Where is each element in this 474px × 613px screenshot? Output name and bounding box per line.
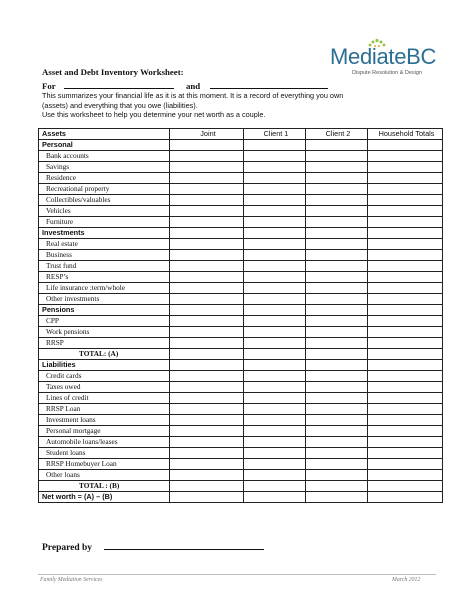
household-total-cell[interactable] <box>368 338 443 349</box>
client-1-cell[interactable] <box>244 217 306 228</box>
table-row <box>39 415 443 426</box>
client-1-cell[interactable] <box>244 426 306 437</box>
client-2-cell[interactable] <box>306 349 368 360</box>
joint-cell[interactable] <box>170 382 244 393</box>
client-1-cell[interactable] <box>244 283 306 294</box>
joint-cell[interactable] <box>170 415 244 426</box>
household-total-cell[interactable] <box>368 261 443 272</box>
client-2-cell[interactable] <box>306 162 368 173</box>
client-1-cell[interactable] <box>244 195 306 206</box>
net-worth-label: Net worth = (A) – (B) <box>39 492 170 503</box>
intro-line-3: Use this worksheet to help you determine your net worth as a couple. <box>42 110 266 119</box>
worksheet-title: Asset and Debt Inventory Worksheet: <box>42 67 184 77</box>
row-label: RRSP <box>39 338 170 349</box>
table-row <box>39 404 443 415</box>
logo-name: MediateBC <box>330 44 437 69</box>
joint-cell[interactable] <box>170 459 244 470</box>
client-1-cell[interactable] <box>244 371 306 382</box>
client-2-cell[interactable] <box>306 184 368 195</box>
household-total-cell[interactable] <box>368 349 443 360</box>
table-row <box>39 371 443 382</box>
row-label: Recreational property <box>39 184 170 195</box>
intro-line-1: This summarizes your financial life as it is at this moment. It is a record of everything you own <box>42 91 344 100</box>
client-1-cell[interactable] <box>244 437 306 448</box>
client-2-cell <box>306 228 368 239</box>
for-label: For <box>42 81 56 91</box>
intro-text <box>42 91 442 120</box>
row-label: Life insurance :term/whole <box>39 283 170 294</box>
and-label: and <box>185 81 201 91</box>
row-label: Bank accounts <box>39 151 170 162</box>
client-2-cell <box>306 360 368 371</box>
row-label: Student loans <box>39 448 170 459</box>
table-row <box>39 305 443 316</box>
joint-cell[interactable] <box>170 206 244 217</box>
joint-cell[interactable] <box>170 294 244 305</box>
client-1-cell[interactable] <box>244 162 306 173</box>
mediatebc-logo <box>330 38 450 76</box>
household-total-cell[interactable] <box>368 173 443 184</box>
household-total-cell[interactable] <box>368 162 443 173</box>
table-body <box>39 140 443 503</box>
table-row <box>39 459 443 470</box>
joint-cell[interactable] <box>170 437 244 448</box>
client-2-cell[interactable] <box>306 448 368 459</box>
client-1-cell[interactable] <box>244 382 306 393</box>
col-header-household-totals: Household Totals <box>368 129 443 140</box>
table-row <box>39 448 443 459</box>
household-total-cell <box>368 228 443 239</box>
table-row <box>39 426 443 437</box>
client-2-cell[interactable] <box>306 283 368 294</box>
household-total-cell[interactable] <box>368 393 443 404</box>
client-2-cell[interactable] <box>306 426 368 437</box>
joint-cell <box>170 305 244 316</box>
name-field-2[interactable] <box>210 80 328 89</box>
table-row <box>39 206 443 217</box>
client-1-cell[interactable] <box>244 415 306 426</box>
table-header-row <box>39 129 443 140</box>
joint-cell[interactable] <box>170 316 244 327</box>
joint-cell[interactable] <box>170 162 244 173</box>
client-2-cell[interactable] <box>306 404 368 415</box>
row-label: Collectibles/valuables <box>39 195 170 206</box>
client-1-cell[interactable] <box>244 404 306 415</box>
client-1-cell[interactable] <box>244 316 306 327</box>
household-total-cell[interactable] <box>368 448 443 459</box>
client-2-cell[interactable] <box>306 250 368 261</box>
client-1-cell[interactable] <box>244 327 306 338</box>
table-row <box>39 316 443 327</box>
client-2-cell[interactable] <box>306 261 368 272</box>
prepared-by-field[interactable] <box>104 541 264 550</box>
client-2-cell[interactable] <box>306 316 368 327</box>
table-row <box>39 294 443 305</box>
table-row <box>39 437 443 448</box>
row-label: Savings <box>39 162 170 173</box>
client-1-cell[interactable] <box>244 393 306 404</box>
household-total-cell[interactable] <box>368 437 443 448</box>
row-label: Personal mortgage <box>39 426 170 437</box>
section-heading: Personal <box>39 140 170 151</box>
household-total-cell <box>368 305 443 316</box>
household-total-cell[interactable] <box>368 294 443 305</box>
logo-tagline: Dispute Resolution & Design <box>352 70 423 76</box>
household-total-cell[interactable] <box>368 239 443 250</box>
row-label: Other investments <box>39 294 170 305</box>
client-1-cell[interactable] <box>244 481 306 492</box>
intro-line-2: (assets) and everything that you owe (liabilities). <box>42 100 198 110</box>
footer-date: March 2012 <box>392 577 421 583</box>
joint-cell[interactable] <box>170 173 244 184</box>
client-2-cell[interactable] <box>306 415 368 426</box>
row-label: Business <box>39 250 170 261</box>
table-row <box>39 283 443 294</box>
table-row <box>39 492 443 503</box>
client-2-cell[interactable] <box>306 327 368 338</box>
table-row <box>39 338 443 349</box>
household-total-cell[interactable] <box>368 470 443 481</box>
row-label: CPP <box>39 316 170 327</box>
household-total-cell <box>368 140 443 151</box>
col-header-client-2: Client 2 <box>306 129 368 140</box>
client-2-cell <box>306 140 368 151</box>
client-1-cell[interactable] <box>244 448 306 459</box>
client-1-cell[interactable] <box>244 184 306 195</box>
row-label: Real estate <box>39 239 170 250</box>
household-total-cell[interactable] <box>368 481 443 492</box>
table-row <box>39 393 443 404</box>
household-total-cell[interactable] <box>368 316 443 327</box>
household-total-cell[interactable] <box>368 327 443 338</box>
joint-cell[interactable] <box>170 470 244 481</box>
client-2-cell[interactable] <box>306 272 368 283</box>
joint-cell[interactable] <box>170 393 244 404</box>
row-label: Vehicles <box>39 206 170 217</box>
joint-cell[interactable] <box>170 151 244 162</box>
client-2-cell[interactable] <box>306 151 368 162</box>
joint-cell[interactable] <box>170 448 244 459</box>
client-1-cell <box>244 360 306 371</box>
household-total-cell[interactable] <box>368 250 443 261</box>
client-1-cell[interactable] <box>244 250 306 261</box>
household-total-cell[interactable] <box>368 426 443 437</box>
client-1-cell[interactable] <box>244 173 306 184</box>
table-row <box>39 250 443 261</box>
joint-cell[interactable] <box>170 195 244 206</box>
household-total-cell[interactable] <box>368 272 443 283</box>
client-1-cell[interactable] <box>244 239 306 250</box>
joint-cell <box>170 140 244 151</box>
household-total-cell[interactable] <box>368 283 443 294</box>
row-label: Investment loans <box>39 415 170 426</box>
row-label: Other loans <box>39 470 170 481</box>
household-total-cell[interactable] <box>368 382 443 393</box>
joint-cell[interactable] <box>170 217 244 228</box>
client-1-cell[interactable] <box>244 206 306 217</box>
client-2-cell[interactable] <box>306 294 368 305</box>
col-header-joint: Joint <box>170 129 244 140</box>
client-2-cell[interactable] <box>306 382 368 393</box>
joint-cell[interactable] <box>170 349 244 360</box>
table-row <box>39 349 443 360</box>
household-total-cell[interactable] <box>368 415 443 426</box>
name-field-1[interactable] <box>64 80 174 89</box>
client-2-cell[interactable] <box>306 470 368 481</box>
client-1-cell[interactable] <box>244 349 306 360</box>
client-1-cell[interactable] <box>244 151 306 162</box>
household-total-cell[interactable] <box>368 217 443 228</box>
joint-cell[interactable] <box>170 283 244 294</box>
household-total-cell[interactable] <box>368 206 443 217</box>
row-label: Work pensions <box>39 327 170 338</box>
worksheet-table <box>38 128 443 503</box>
table-row <box>39 481 443 492</box>
section-heading: Investments <box>39 228 170 239</box>
for-line <box>42 80 328 91</box>
client-1-cell <box>244 305 306 316</box>
table-row <box>39 151 443 162</box>
household-total-cell[interactable] <box>368 459 443 470</box>
table-row <box>39 470 443 481</box>
table-row <box>39 140 443 151</box>
table-row <box>39 217 443 228</box>
household-total-cell[interactable] <box>368 184 443 195</box>
joint-cell <box>170 228 244 239</box>
prepared-by-line <box>42 541 264 553</box>
section-heading: Pensions <box>39 305 170 316</box>
total-label: TOTAL: (A) <box>39 349 170 360</box>
household-total-cell[interactable] <box>368 371 443 382</box>
household-total-cell[interactable] <box>368 151 443 162</box>
client-2-cell[interactable] <box>306 206 368 217</box>
household-total-cell[interactable] <box>368 195 443 206</box>
client-2-cell[interactable] <box>306 481 368 492</box>
table-row <box>39 195 443 206</box>
client-2-cell[interactable] <box>306 239 368 250</box>
household-total-cell <box>368 360 443 371</box>
joint-cell[interactable] <box>170 492 244 503</box>
joint-cell[interactable] <box>170 327 244 338</box>
client-1-cell[interactable] <box>244 470 306 481</box>
client-1-cell <box>244 228 306 239</box>
joint-cell[interactable] <box>170 250 244 261</box>
section-heading: Liabilities <box>39 360 170 371</box>
joint-cell[interactable] <box>170 184 244 195</box>
prepared-by-label: Prepared by <box>42 543 93 553</box>
total-label: TOTAL : (B) <box>39 481 170 492</box>
client-2-cell[interactable] <box>306 195 368 206</box>
table-row <box>39 228 443 239</box>
row-label: RRSP Loan <box>39 404 170 415</box>
table-row <box>39 239 443 250</box>
row-label: RESP’s <box>39 272 170 283</box>
client-2-cell[interactable] <box>306 338 368 349</box>
client-2-cell[interactable] <box>306 459 368 470</box>
joint-cell <box>170 360 244 371</box>
row-label: Residence <box>39 173 170 184</box>
table-row <box>39 360 443 371</box>
table-row <box>39 327 443 338</box>
row-label: Taxes owed <box>39 382 170 393</box>
client-1-cell[interactable] <box>244 492 306 503</box>
footer-divider <box>38 574 436 575</box>
table-row <box>39 184 443 195</box>
client-2-cell[interactable] <box>306 393 368 404</box>
household-total-cell[interactable] <box>368 404 443 415</box>
client-1-cell[interactable] <box>244 261 306 272</box>
client-1-cell[interactable] <box>244 338 306 349</box>
table-row <box>39 173 443 184</box>
joint-cell[interactable] <box>170 426 244 437</box>
joint-cell[interactable] <box>170 481 244 492</box>
row-label: RRSP Homebuyer Loan <box>39 459 170 470</box>
joint-cell[interactable] <box>170 272 244 283</box>
col-header-client-1: Client 1 <box>244 129 306 140</box>
client-1-cell[interactable] <box>244 272 306 283</box>
col-header-assets: Assets <box>39 129 170 140</box>
joint-cell[interactable] <box>170 371 244 382</box>
footer-organization: Family Mediation Services <box>40 577 103 583</box>
table-row <box>39 272 443 283</box>
joint-cell[interactable] <box>170 404 244 415</box>
client-1-cell[interactable] <box>244 459 306 470</box>
client-2-cell[interactable] <box>306 492 368 503</box>
table-row <box>39 382 443 393</box>
client-2-cell[interactable] <box>306 371 368 382</box>
joint-cell[interactable] <box>170 239 244 250</box>
joint-cell[interactable] <box>170 338 244 349</box>
row-label: Automobile loans/leases <box>39 437 170 448</box>
row-label: Credit cards <box>39 371 170 382</box>
row-label: Furniture <box>39 217 170 228</box>
client-1-cell[interactable] <box>244 294 306 305</box>
client-2-cell[interactable] <box>306 437 368 448</box>
client-1-cell <box>244 140 306 151</box>
client-2-cell <box>306 305 368 316</box>
client-2-cell[interactable] <box>306 173 368 184</box>
table-row <box>39 261 443 272</box>
household-total-cell[interactable] <box>368 492 443 503</box>
row-label: Lines of credit <box>39 393 170 404</box>
row-label: Trust fund <box>39 261 170 272</box>
joint-cell[interactable] <box>170 261 244 272</box>
client-2-cell[interactable] <box>306 217 368 228</box>
table-row <box>39 162 443 173</box>
